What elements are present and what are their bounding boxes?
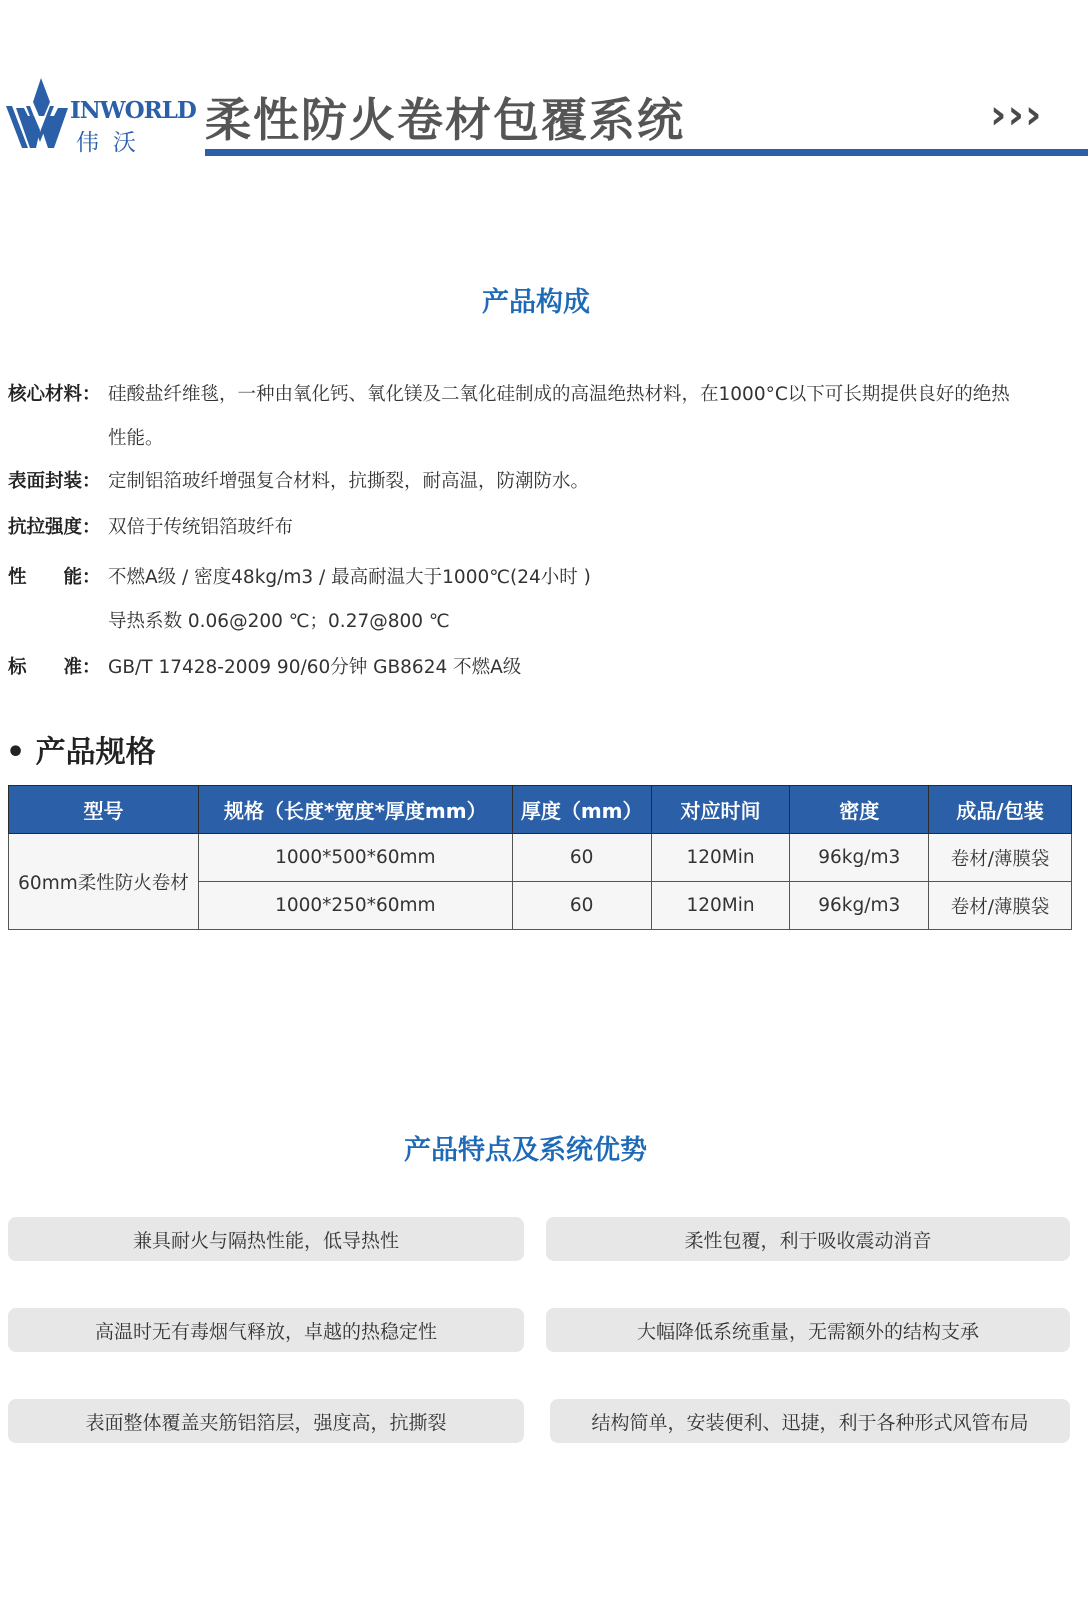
spec-row-core-cont: 性能。	[108, 428, 164, 449]
table-row	[9, 834, 1072, 882]
feature-item: 兼具耐火与隔热性能，低导热性	[8, 1217, 524, 1261]
feature-item: 柔性包覆，利于吸收震动消音	[546, 1217, 1070, 1261]
spec-label: 抗拉强度：	[8, 517, 101, 538]
spec-label: 核心材料：	[8, 384, 101, 405]
table-cell: 96kg/m3	[790, 882, 929, 930]
table-header-row	[9, 786, 1072, 834]
composition-title: 产品构成	[482, 287, 590, 318]
table-cell: 60	[512, 882, 651, 930]
table-cell: 60	[512, 834, 651, 882]
table-header: 对应时间	[651, 786, 790, 834]
table-cell: 卷材/薄膜袋	[929, 834, 1072, 882]
page-title: 柔性防火卷材包覆系统	[205, 93, 685, 147]
table-cell: 120Min	[651, 882, 790, 930]
specs-title: • 产品规格	[6, 735, 156, 770]
logo-text-en: INWORLD	[70, 97, 196, 124]
logo-mark-icon	[6, 76, 76, 156]
feature-item: 大幅降低系统重量，无需额外的结构支承	[546, 1308, 1070, 1352]
spec-text: 双倍于传统铝箔玻纤布	[108, 517, 294, 538]
table-cell-model: 60mm柔性防火卷材	[9, 834, 199, 930]
table-cell: 96kg/m3	[790, 834, 929, 882]
table-cell: 1000*500*60mm	[198, 834, 512, 882]
table-header: 成品/包装	[929, 786, 1072, 834]
spec-label: 标 准：	[8, 657, 101, 678]
feature-item: 高温时无有毒烟气释放，卓越的热稳定性	[8, 1308, 524, 1352]
table-header: 型号	[9, 786, 199, 834]
spec-row-performance	[8, 566, 591, 590]
table-cell: 120Min	[651, 834, 790, 882]
spec-row-core	[8, 383, 1010, 407]
spec-text: 定制铝箔玻纤增强复合材料，抗撕裂，耐高温，防潮防水。	[108, 471, 590, 492]
table-cell: 卷材/薄膜袋	[929, 882, 1072, 930]
table-cell: 1000*250*60mm	[198, 882, 512, 930]
spec-text: 硅酸盐纤维毯，一种由氧化钙、氧化镁及二氧化硅制成的高温绝热材料，在1000°C以下可长期提供良好的绝热	[108, 384, 1010, 405]
features-title: 产品特点及系统优势	[404, 1135, 647, 1166]
spec-text: 不燃A级 / 密度48kg/m3 / 最高耐温大于1000℃(24小时 )	[108, 567, 591, 588]
spec-row-tensile	[8, 516, 293, 540]
table-header: 规格（长度*宽度*厚度mm）	[198, 786, 512, 834]
chevrons-icon: ›››	[990, 92, 1043, 138]
table-header: 密度	[790, 786, 929, 834]
feature-item: 结构简单，安装便利、迅捷，利于各种形式风管布局	[550, 1399, 1070, 1443]
spec-text: GB/T 17428-2009 90/60分钟 GB8624 不燃A级	[108, 657, 522, 678]
brand-logo	[6, 76, 196, 156]
spec-label: 表面封装：	[8, 471, 101, 492]
spec-label: 性 能：	[8, 567, 101, 588]
feature-item: 表面整体覆盖夹筋铝箔层，强度高，抗撕裂	[8, 1399, 524, 1443]
spec-table	[8, 785, 1072, 930]
spec-row-standard	[8, 656, 521, 680]
table-header: 厚度（mm）	[512, 786, 651, 834]
title-underline	[205, 149, 1088, 156]
logo-text-cn: 伟沃	[76, 130, 150, 156]
spec-row-performance-cont: 导热系数 0.06@200 ℃；0.27@800 ℃	[108, 611, 450, 632]
spec-row-surface	[8, 470, 589, 494]
